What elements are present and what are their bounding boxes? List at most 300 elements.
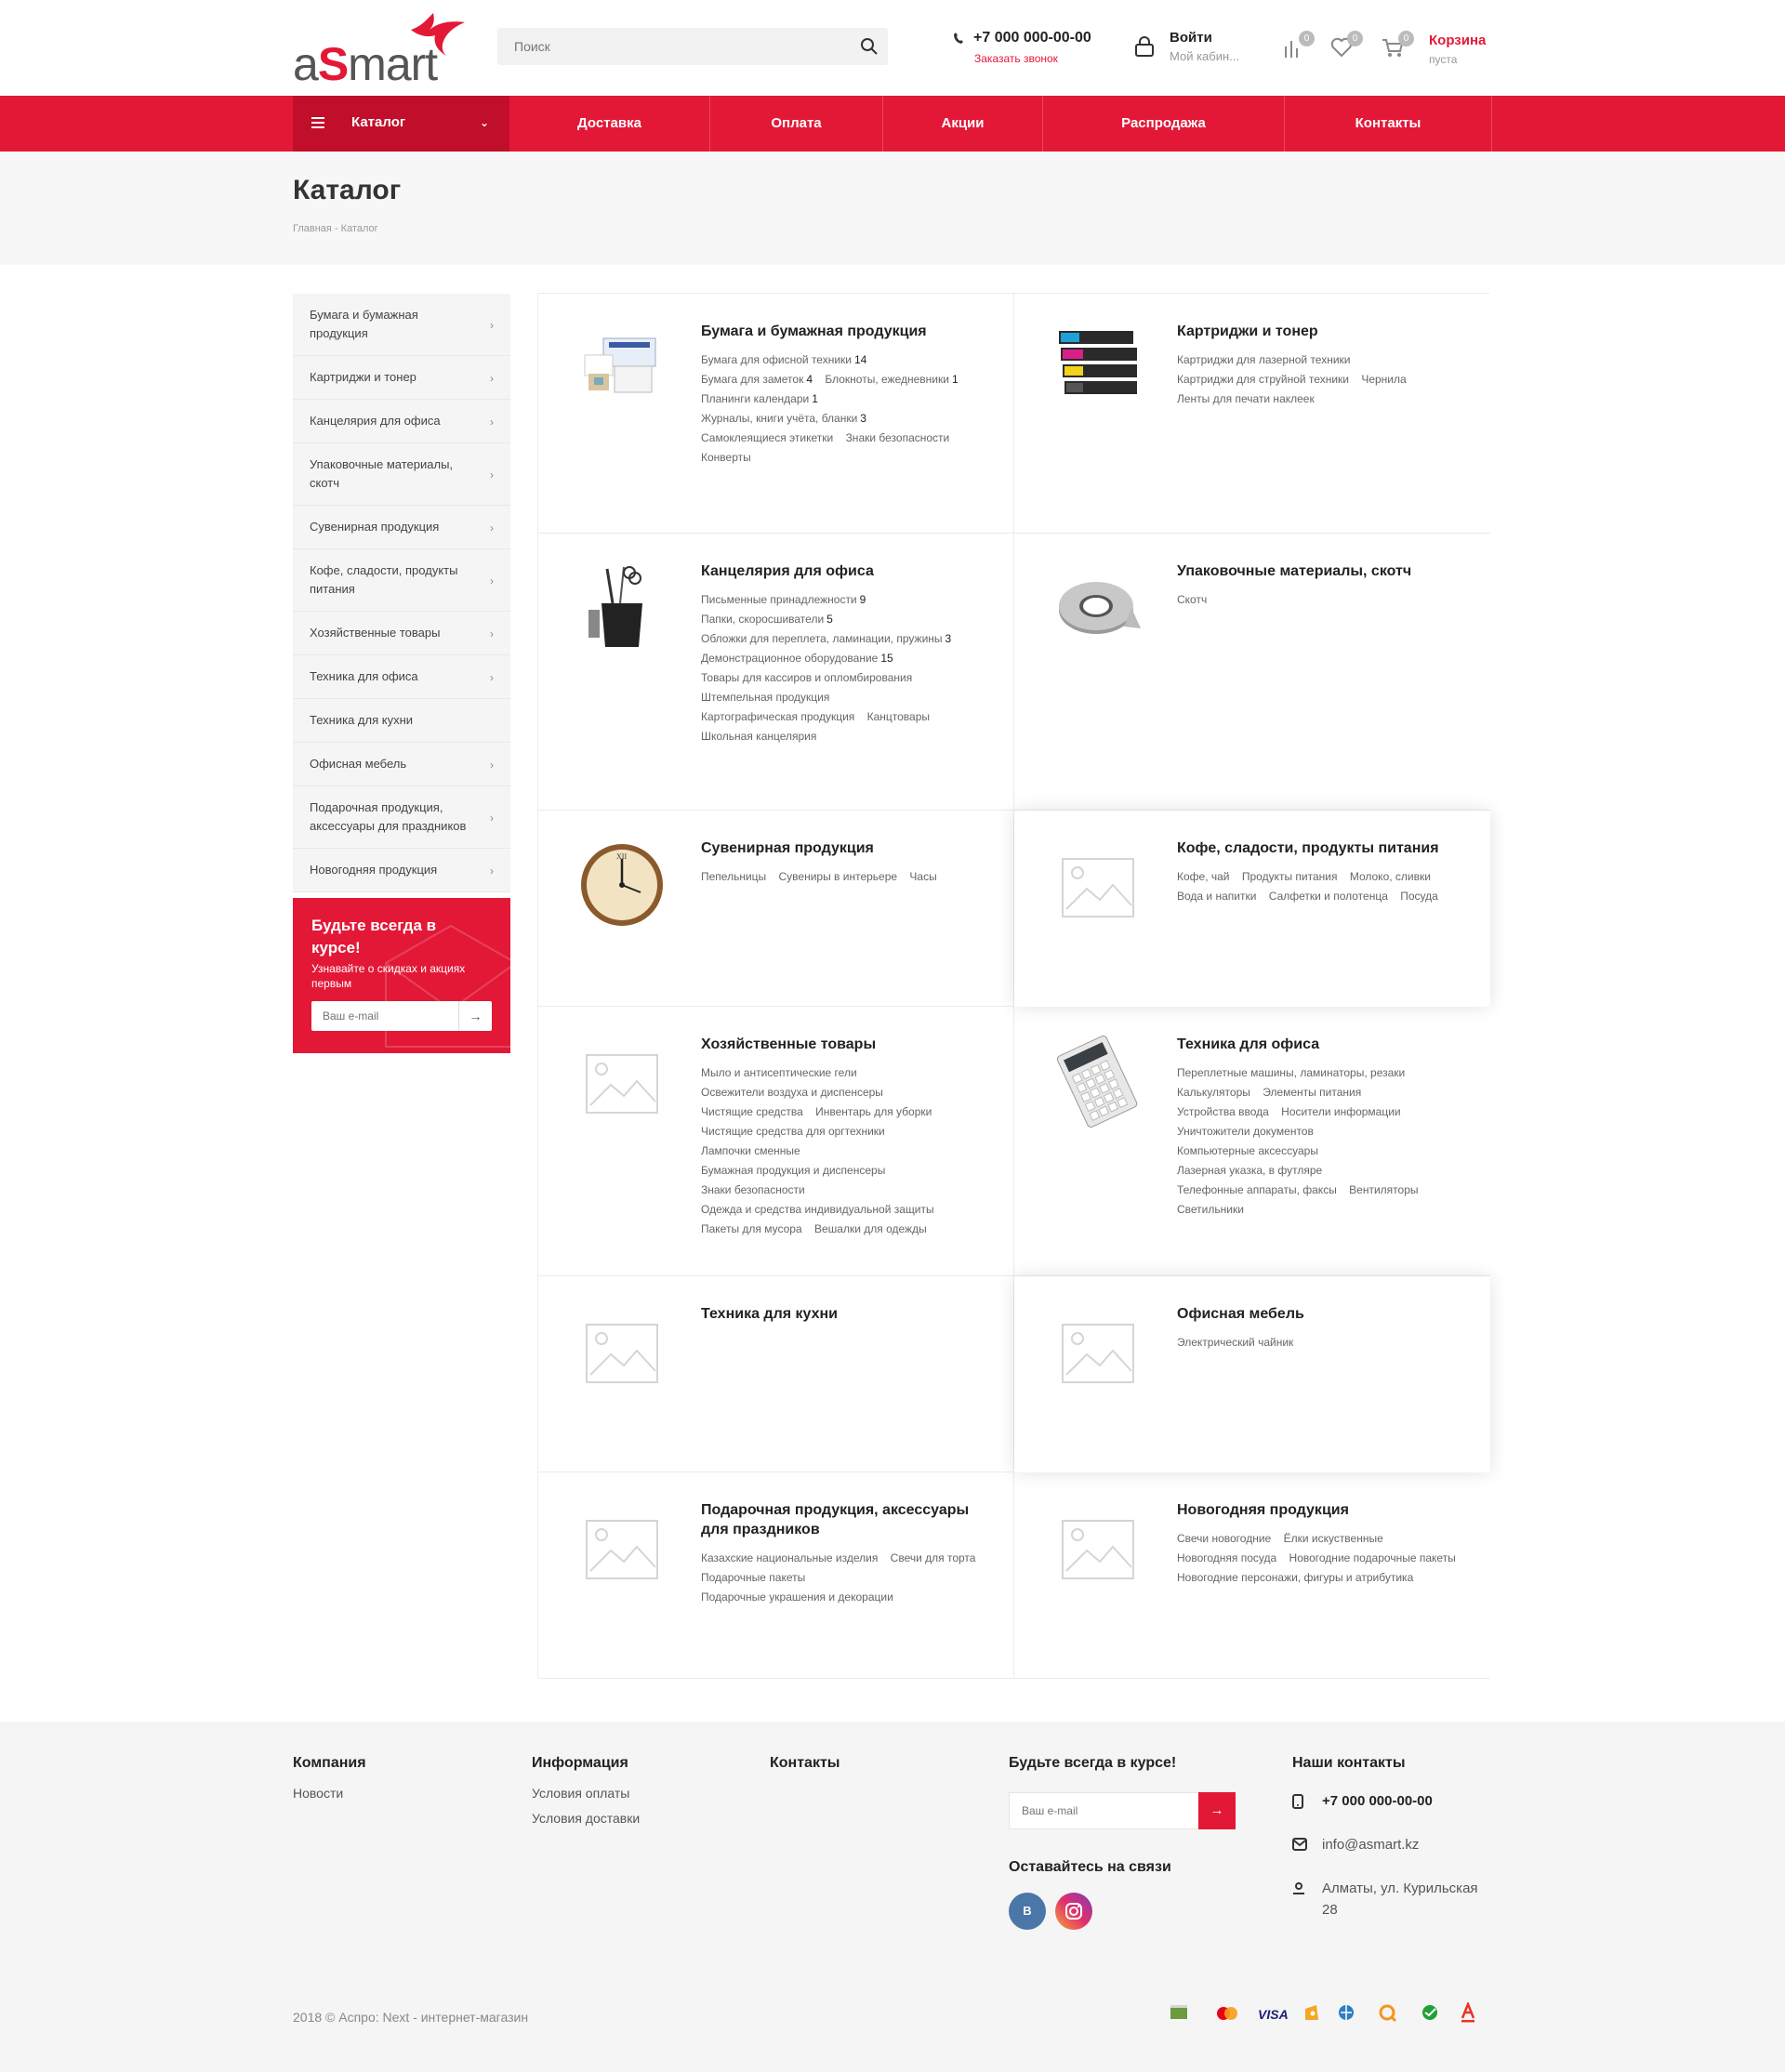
login-title: Войти <box>1170 30 1212 46</box>
subcategory-link[interactable] <box>1284 1532 1383 1545</box>
catalog-card-title[interactable]: Кофе, сладости, продукты питания <box>1177 840 1439 856</box>
subcategory-name: Посуда <box>1400 890 1438 903</box>
sidebar-menu <box>293 294 510 892</box>
chevron-right-icon: › <box>490 759 494 772</box>
subcategory-link[interactable] <box>1177 353 1351 366</box>
subcategory-name: Одежда и средства индивидуальной защиты <box>701 1203 934 1216</box>
sidebar-subscribe <box>293 898 510 1053</box>
catalog-card-title[interactable]: Канцелярия для офиса <box>701 563 874 579</box>
nav-item-delivery[interactable]: Доставка <box>509 96 710 152</box>
catalog-card-title[interactable]: Сувенирная продукция <box>701 840 874 856</box>
copyright: 2018 © Аспро: Next - интернет-магазин <box>293 2010 529 2025</box>
subcategory-link[interactable] <box>701 1571 805 1584</box>
sidebar-item-label: Канцелярия для офиса <box>310 414 441 428</box>
footer <box>0 1722 1785 2072</box>
footer-info <box>532 1755 640 1836</box>
subcategory-name: Товары для кассиров и опломбирования <box>701 671 913 684</box>
subcategory-link[interactable] <box>1263 1086 1361 1099</box>
subcategory-list <box>1177 867 1465 906</box>
catalog-card[interactable] <box>538 1276 1014 1472</box>
catalog-card-content <box>1177 561 1465 610</box>
image-placeholder-icon[interactable] <box>575 1035 668 1128</box>
subcategory-name: Новогодняя посуда <box>1177 1551 1277 1564</box>
subcategory-count: 5 <box>826 613 833 626</box>
subcategory-list <box>701 867 989 887</box>
map-pin-icon <box>1292 1881 1305 1894</box>
subcategory-name: Пепельницы <box>701 870 767 883</box>
sberbank-icon <box>1420 2003 1440 2024</box>
subcategory-link[interactable] <box>1177 392 1315 405</box>
subcategory-name: Освежители воздуха и диспенсеры <box>701 1086 883 1099</box>
image-placeholder-icon[interactable] <box>1051 1500 1144 1593</box>
nav-catalog-button[interactable] <box>293 96 509 152</box>
subcategory-count: 3 <box>945 632 952 645</box>
subcategory-link[interactable] <box>867 710 930 723</box>
catalog-card[interactable] <box>1014 1276 1490 1472</box>
visa-icon: VISA <box>1258 2007 1289 2022</box>
subcategory-link[interactable] <box>701 1066 857 1079</box>
subcategory-link[interactable] <box>814 1222 927 1235</box>
nav-item-payment[interactable]: Оплата <box>710 96 883 152</box>
category-image[interactable] <box>575 838 668 931</box>
catalog-card[interactable] <box>538 534 1014 811</box>
breadcrumb-current: Каталог <box>340 223 378 234</box>
catalog-card-title[interactable]: Техника для офиса <box>1177 1036 1320 1052</box>
subcategory-count: 15 <box>880 652 893 665</box>
subcategory-link[interactable] <box>779 870 898 883</box>
subcategory-list <box>1177 1529 1465 1588</box>
chevron-right-icon: › <box>490 574 494 587</box>
footer-link-news[interactable]: Новости <box>293 1786 344 1801</box>
catalog-card-content <box>701 1035 989 1239</box>
catalog-card-content <box>1177 838 1465 906</box>
subcategory-link[interactable] <box>1177 1144 1318 1157</box>
sidebar-item[interactable] <box>293 443 510 506</box>
cart-summary[interactable] <box>1429 33 1486 66</box>
footer-address: Алматы, ул. Курильская 28 <box>1292 1878 1478 1920</box>
subcategory-name: Планинги календари <box>701 392 810 405</box>
subcategory-link[interactable] <box>701 392 818 405</box>
subcategory-link[interactable] <box>701 710 854 723</box>
subcategory-link[interactable] <box>891 1551 976 1564</box>
sidebar-item[interactable] <box>293 549 510 612</box>
login-block[interactable] <box>1134 30 1239 63</box>
subcategory-name: Молоко, сливки <box>1349 870 1431 883</box>
subcategory-link[interactable] <box>701 652 893 665</box>
subcategory-list <box>1177 1063 1465 1220</box>
category-image[interactable] <box>1051 561 1144 654</box>
subcategory-name: Часы <box>909 870 937 883</box>
image-placeholder-icon[interactable] <box>575 1500 668 1593</box>
subcategory-count: 3 <box>860 412 866 425</box>
subcategory-name: Блокноты, ежедневники <box>825 373 949 386</box>
subcategory-name: Продукты питания <box>1241 870 1338 883</box>
search-input[interactable] <box>497 28 832 65</box>
subcategory-name: Лазерная указка, в футляре <box>1177 1164 1323 1177</box>
sidebar-item-label: Новогодняя продукция <box>310 863 438 877</box>
subcategory-name: Лампочки сменные <box>701 1144 800 1157</box>
subcategory-link[interactable] <box>846 431 950 444</box>
subcategory-link[interactable] <box>1177 1164 1322 1177</box>
subcategory-list <box>701 350 989 468</box>
svg-text:XII: XII <box>616 852 628 861</box>
sidebar-item[interactable] <box>293 699 510 743</box>
subcategory-name: Вода и напитки <box>1177 890 1257 903</box>
subcategory-name: Телефонные аппараты, факсы <box>1177 1183 1337 1196</box>
footer-social <box>1009 1859 1171 1890</box>
subcategory-link[interactable] <box>1177 1105 1269 1118</box>
cart-title: Корзина <box>1429 33 1487 48</box>
cart-status: пуста <box>1429 53 1458 66</box>
cart-count-badge: 0 <box>1398 31 1414 46</box>
category-image[interactable] <box>1051 1035 1144 1128</box>
chevron-right-icon: › <box>490 372 494 385</box>
subcategory-link[interactable] <box>825 373 958 386</box>
subcategory-link[interactable] <box>701 1105 803 1118</box>
chevron-right-icon: › <box>490 469 494 482</box>
catalog-card-content <box>701 838 989 887</box>
arrow-right-icon[interactable]: → <box>458 1001 492 1031</box>
sidebar-item-label: Подарочная продукция, аксессуары для праздников <box>310 800 467 833</box>
sidebar-item[interactable] <box>293 612 510 655</box>
subcategory-name: Конверты <box>701 451 751 464</box>
catalog-card[interactable] <box>1014 534 1490 811</box>
subcategory-link[interactable] <box>815 1105 932 1118</box>
subcategory-link[interactable] <box>701 593 866 606</box>
catalog-card[interactable] <box>538 1472 1014 1679</box>
lock-icon <box>1134 35 1155 58</box>
subcategory-count: 4 <box>806 373 813 386</box>
subcategory-name: Элементы питания <box>1263 1086 1362 1099</box>
phone-link[interactable]: +7 000 000-00-00 <box>953 30 1091 46</box>
webmoney-icon <box>1169 2003 1189 2024</box>
subscribe-email-input[interactable] <box>311 1001 460 1031</box>
subcategory-link[interactable] <box>701 613 833 626</box>
subcategory-name: Мыло и антисептические гели <box>701 1066 857 1079</box>
footer-link-payment-terms[interactable]: Условия оплаты <box>532 1786 630 1801</box>
subcategory-list <box>701 590 989 746</box>
subcategory-name: Устройства ввода <box>1177 1105 1269 1118</box>
catalog-card[interactable] <box>1014 811 1490 1007</box>
subcategory-link[interactable] <box>1177 1086 1250 1099</box>
subcategory-link[interactable] <box>701 1164 885 1177</box>
footer-social-title: Оставайтесь на связи <box>1009 1859 1171 1875</box>
sidebar-item-label: Картриджи и тонер <box>310 370 416 384</box>
subcategory-link[interactable] <box>1350 870 1431 883</box>
menu-icon <box>311 117 324 128</box>
footer-email[interactable]: info@asmart.kz <box>1292 1834 1478 1855</box>
subcategory-link[interactable] <box>701 451 751 464</box>
subcategory-list <box>1177 590 1465 610</box>
subcategory-name: Пакеты для мусора <box>701 1222 802 1235</box>
catalog-card[interactable] <box>1014 1472 1490 1679</box>
subcategory-link[interactable] <box>701 431 833 444</box>
subcategory-count: 1 <box>951 373 959 386</box>
chevron-down-icon: ⌄ <box>479 116 489 129</box>
footer-subscribe-form <box>1009 1792 1236 1829</box>
nav-catalog-label: Каталог <box>351 114 406 130</box>
subcategory-name: Знаки безопасности <box>701 1183 805 1196</box>
image-placeholder-icon[interactable] <box>575 1304 668 1397</box>
subcategory-name: Казахские национальные изделия <box>701 1551 879 1564</box>
arrow-right-icon[interactable]: → <box>1198 1792 1236 1829</box>
compare-count-badge: 0 <box>1299 31 1315 46</box>
subcategory-name: Папки, скоросшиватели <box>701 613 825 626</box>
email-icon <box>1292 1838 1307 1851</box>
subcategory-list <box>1177 350 1465 409</box>
subcategory-name: Салфетки и полотенца <box>1268 890 1388 903</box>
subcategory-link[interactable] <box>701 1551 878 1564</box>
subscribe-form <box>311 1001 492 1031</box>
subcategory-name: Подарочные украшения и декорации <box>701 1590 893 1603</box>
subcategory-name: Инвентарь для уборки <box>815 1105 932 1118</box>
subcategory-name: Бумага для офисной техники <box>701 353 852 366</box>
catalog-card-content <box>1177 1500 1465 1588</box>
catalog-card-title[interactable]: Новогодняя продукция <box>1177 1502 1349 1518</box>
cart-button[interactable] <box>1381 35 1407 61</box>
subcategory-list <box>701 1549 989 1607</box>
catalog-card[interactable] <box>538 294 1014 534</box>
sidebar-item-label: Техника для офиса <box>310 669 418 683</box>
subscribe-text: Узнавайте о скидках и акциях первым <box>311 962 466 990</box>
subcategory-name: Самоклеящиеся этикетки <box>701 431 834 444</box>
catalog-card-content <box>1177 1304 1465 1353</box>
catalog-card[interactable] <box>538 811 1014 1007</box>
footer-our-contacts-title: Наши контакты <box>1292 1755 1406 1771</box>
subcategory-name: Компьютерные аксессуары <box>1177 1144 1318 1157</box>
catalog-card-title[interactable]: Бумага и бумажная продукция <box>701 323 927 339</box>
sidebar-item[interactable] <box>293 655 510 699</box>
footer-link-delivery-terms[interactable]: Условия доставки <box>532 1811 641 1826</box>
chevron-right-icon: › <box>490 521 494 534</box>
subcategory-link[interactable] <box>701 671 912 684</box>
subcategory-link[interactable] <box>701 1222 802 1235</box>
subcategory-link[interactable] <box>1177 1203 1244 1216</box>
subcategory-link[interactable] <box>701 870 766 883</box>
mastercard-icon <box>1213 2005 1241 2026</box>
catalog-grid <box>537 293 1489 1678</box>
site-logo[interactable]: aSmart <box>293 9 469 88</box>
catalog-card[interactable] <box>1014 1007 1490 1276</box>
sidebar-item[interactable] <box>293 356 510 400</box>
footer-subscribe-title: Будьте всегда в курсе! <box>1009 1755 1177 1771</box>
catalog-card-content <box>701 1500 989 1607</box>
catalog-card-content <box>701 322 989 468</box>
subcategory-link[interactable] <box>909 870 936 883</box>
mobile-phone-icon <box>1292 1794 1303 1809</box>
subcategory-name: Вентиляторы <box>1349 1183 1419 1196</box>
subcategory-name: Электрический чайник <box>1177 1336 1294 1349</box>
subcategory-name: Журналы, книги учёта, бланки <box>701 412 858 425</box>
category-image[interactable] <box>1051 322 1144 415</box>
yandex-money-icon <box>1303 2003 1320 2024</box>
subcategory-link[interactable] <box>1177 1532 1271 1545</box>
sidebar-item[interactable] <box>293 506 510 549</box>
catalog-card-title[interactable]: Хозяйственные товары <box>701 1036 877 1052</box>
subcategory-name: Кофе, чай <box>1177 870 1230 883</box>
subcategory-name: Ленты для печати наклеек <box>1177 392 1315 405</box>
favorites-count-badge: 0 <box>1347 31 1363 46</box>
favorites-button[interactable] <box>1329 33 1358 61</box>
subcategory-name: Вешалки для одежды <box>814 1222 927 1235</box>
subcategory-link[interactable] <box>1177 1183 1337 1196</box>
subcategory-link[interactable] <box>1177 1336 1293 1349</box>
search-icon[interactable] <box>860 37 879 56</box>
subcategory-link[interactable] <box>1269 890 1388 903</box>
subcategory-link[interactable] <box>701 1144 800 1157</box>
subcategory-name: Ёлки искуственные <box>1283 1532 1383 1545</box>
subcategory-link[interactable] <box>1177 1571 1413 1584</box>
image-placeholder-icon[interactable] <box>1051 1304 1144 1397</box>
footer-contacts <box>770 1755 840 1786</box>
subcategory-link[interactable] <box>701 373 813 386</box>
page-header <box>0 152 1785 265</box>
subcategory-link[interactable] <box>701 691 829 704</box>
sidebar-item[interactable] <box>293 743 510 786</box>
catalog-card-content <box>1177 1035 1465 1220</box>
subcategory-link[interactable] <box>1177 1125 1314 1138</box>
subcategory-link[interactable] <box>1281 1105 1400 1118</box>
nav-item-sale[interactable]: Распродажа <box>1043 96 1285 152</box>
main-nav <box>0 96 1785 152</box>
subcategory-link[interactable] <box>701 1125 885 1138</box>
sidebar-item-label: Сувенирная продукция <box>310 520 440 534</box>
alfa-bank-icon <box>1460 2002 1476 2023</box>
breadcrumb-separator: - <box>334 223 338 234</box>
subcategory-name: Свечи для торта <box>890 1551 976 1564</box>
subcategory-link[interactable] <box>1177 870 1230 883</box>
sidebar-item-label: Офисная мебель <box>310 757 407 771</box>
subcategory-link[interactable] <box>701 632 951 645</box>
catalog-card-title[interactable]: Подарочная продукция, аксессуары для праздников <box>701 1502 970 1538</box>
subscribe-title: Будьте всегда в курсе! <box>311 917 437 957</box>
vk-icon[interactable]: В <box>1009 1893 1046 1930</box>
webmoney-globe-icon <box>1337 2003 1355 2024</box>
sidebar-item-label: Кофе, сладости, продукты питания <box>310 563 458 596</box>
sidebar-item[interactable] <box>293 786 510 849</box>
catalog-card-title[interactable]: Офисная мебель <box>1177 1306 1304 1322</box>
subcategory-count: 1 <box>812 392 818 405</box>
subcategory-name: Картографическая продукция <box>701 710 855 723</box>
catalog-card-content <box>701 1304 989 1333</box>
catalog-card-title[interactable]: Техника для кухни <box>701 1306 839 1322</box>
nav-item-promotions[interactable]: Акции <box>883 96 1043 152</box>
instagram-icon[interactable] <box>1055 1893 1092 1930</box>
footer-company <box>293 1755 366 1811</box>
subcategory-link[interactable] <box>1361 373 1406 386</box>
catalog-card-title[interactable]: Картриджи и тонер <box>1177 323 1318 339</box>
sidebar-item-label: Упаковочные материалы, скотч <box>310 457 454 490</box>
subcategory-name: Бумага для заметок <box>701 373 804 386</box>
subcategory-link[interactable] <box>1177 1066 1405 1079</box>
subcategory-list <box>701 1063 989 1239</box>
subcategory-name: Уничтожители документов <box>1177 1125 1314 1138</box>
sidebar-item[interactable] <box>293 400 510 443</box>
phone-icon <box>953 32 964 45</box>
subcategory-name: Штемпельная продукция <box>701 691 830 704</box>
page-title: Каталог <box>293 175 402 205</box>
footer-info-title: Информация <box>532 1755 628 1771</box>
subcategory-link[interactable] <box>701 1590 893 1603</box>
category-image[interactable] <box>575 561 668 654</box>
breadcrumb-home[interactable]: Главная <box>293 223 332 234</box>
subcategory-link[interactable] <box>1242 870 1338 883</box>
subcategory-link[interactable] <box>701 1086 883 1099</box>
header <box>0 0 1785 96</box>
subcategory-link[interactable] <box>701 353 866 366</box>
subcategory-name: Чернила <box>1361 373 1407 386</box>
subcategory-link[interactable] <box>1177 373 1349 386</box>
subcategory-link[interactable] <box>701 1183 805 1196</box>
subcategory-name: Знаки безопасности <box>845 431 950 444</box>
catalog-card[interactable] <box>538 1007 1014 1276</box>
footer-company-title: Компания <box>293 1755 366 1771</box>
sidebar-item-label: Бумага и бумажная продукция <box>310 308 418 340</box>
chevron-right-icon: › <box>490 627 494 640</box>
subcategory-name: Скотч <box>1177 593 1208 606</box>
catalog-card-content <box>1177 322 1465 409</box>
subcategory-link[interactable] <box>1177 1551 1276 1564</box>
chevron-right-icon: › <box>490 812 494 825</box>
subcategory-name: Канцтовары <box>866 710 931 723</box>
sidebar-item[interactable] <box>293 294 510 356</box>
catalog-card-content <box>701 561 989 746</box>
breadcrumb <box>293 223 378 234</box>
chevron-right-icon: › <box>490 416 494 429</box>
nav-item-contacts[interactable]: Контакты <box>1285 96 1492 152</box>
subcategory-link[interactable] <box>1177 890 1256 903</box>
qiwi-icon <box>1378 2003 1398 2024</box>
footer-contacts-title: Контакты <box>770 1755 840 1771</box>
catalog-card[interactable] <box>1014 294 1490 534</box>
chevron-right-icon: › <box>490 864 494 878</box>
category-image[interactable] <box>575 322 668 415</box>
subcategory-link[interactable] <box>1289 1551 1456 1564</box>
subcategory-name: Светильники <box>1177 1203 1244 1216</box>
image-placeholder-icon[interactable] <box>1051 838 1144 931</box>
subcategory-name: Новогодние персонажи, фигуры и атрибутика <box>1177 1571 1414 1584</box>
login-subtitle: Мой кабин... <box>1170 49 1240 63</box>
subcategory-name: Бумажная продукция и диспенсеры <box>701 1164 886 1177</box>
footer-subscribe <box>1009 1755 1176 1786</box>
subcategory-link[interactable] <box>701 1203 934 1216</box>
subcategory-name: Сувениры в интерьере <box>778 870 898 883</box>
subcategory-name: Обложки для переплета, ламинации, пружины <box>701 632 943 645</box>
callback-link[interactable]: Заказать звонок <box>974 52 1058 65</box>
sidebar-item[interactable] <box>293 849 510 892</box>
subcategory-name: Школьная канцелярия <box>701 730 817 743</box>
subcategory-list <box>1177 1333 1465 1353</box>
subcategory-link[interactable] <box>1349 1183 1418 1196</box>
sidebar-item-label: Техника для кухни <box>310 713 414 727</box>
subcategory-name: Свечи новогодние <box>1177 1532 1272 1545</box>
subcategory-link[interactable] <box>1400 890 1438 903</box>
subcategory-link[interactable] <box>1177 593 1207 606</box>
subcategory-name: Калькуляторы <box>1177 1086 1250 1099</box>
footer-phone[interactable]: +7 000 000-00-00 <box>1292 1790 1478 1812</box>
sidebar-item-label: Хозяйственные товары <box>310 626 441 640</box>
subcategory-link[interactable] <box>701 412 866 425</box>
subcategory-link[interactable] <box>701 730 816 743</box>
subcategory-count: 9 <box>859 593 866 606</box>
header-phone <box>953 30 1091 65</box>
footer-email-input[interactable] <box>1010 1793 1196 1828</box>
subcategory-count: 14 <box>854 353 867 366</box>
chevron-right-icon: › <box>490 319 494 332</box>
subcategory-name: Картриджи для струйной техники <box>1177 373 1349 386</box>
catalog-card-title[interactable]: Упаковочные материалы, скотч <box>1177 563 1412 579</box>
compare-button[interactable] <box>1281 33 1310 61</box>
